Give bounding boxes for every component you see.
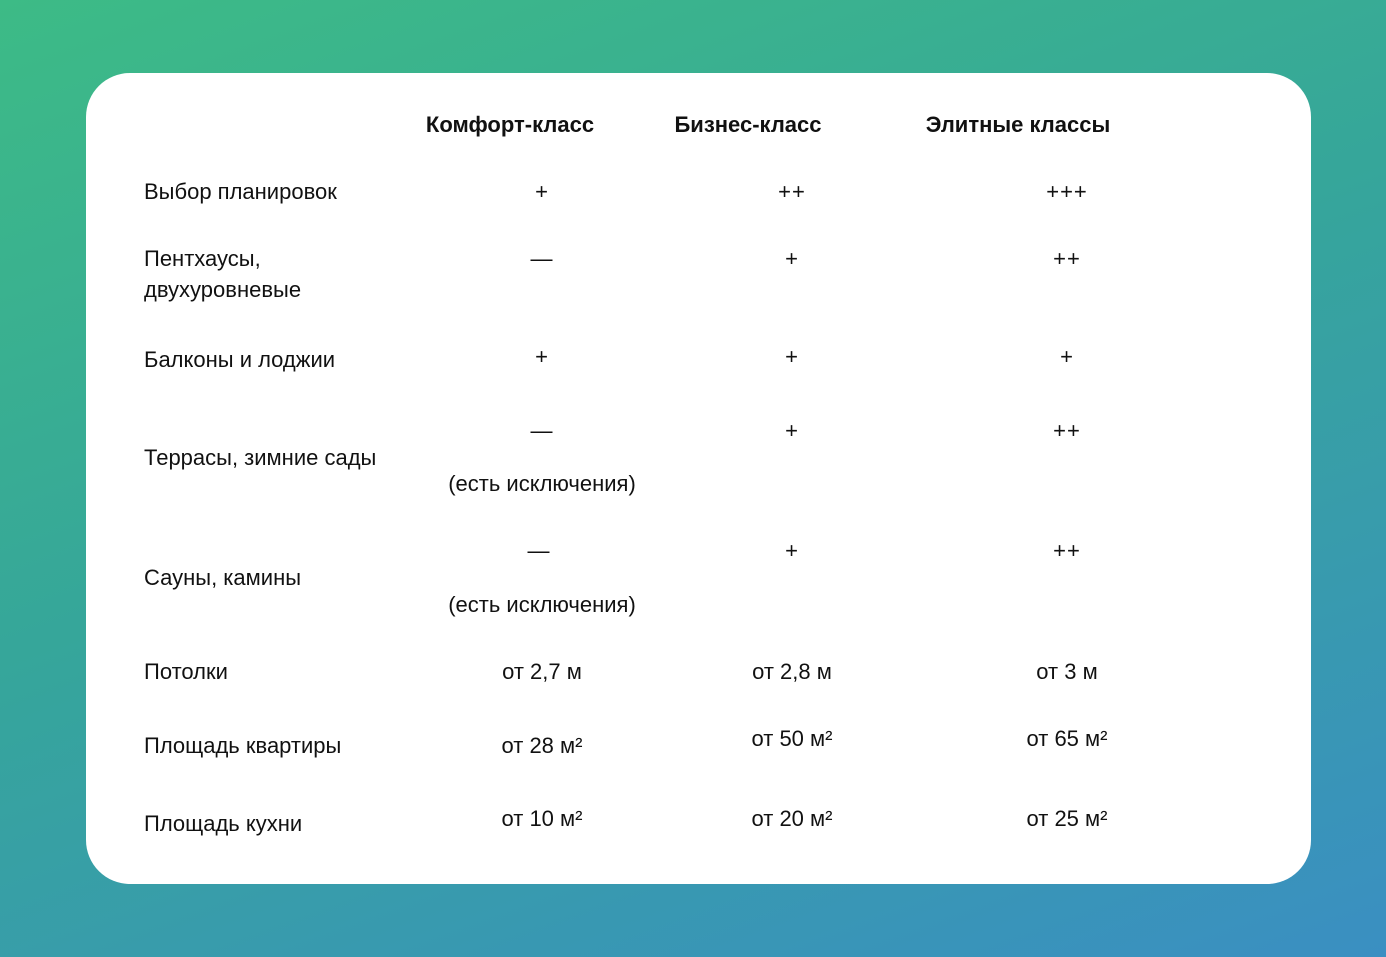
row-kitchen-area-comfort: от 10 м² [501,806,583,831]
row-layouts-comfort: + [535,179,549,204]
row-label-penthouses-line2: двухуровневые [144,277,302,302]
row-apartment-area-business: от 50 м² [751,726,833,751]
row-ceilings-business: от 2,8 м [752,659,832,684]
row-balconies-business: + [785,344,799,369]
row-label-ceilings: Потолки [144,659,228,684]
row-apartment-area-comfort: от 28 м² [501,733,583,758]
header-elite: Элитные классы [925,112,1111,137]
row-label-penthouses-line1: Пентхаусы, [144,246,261,271]
row-penthouses-comfort: — [530,246,554,271]
row-label-kitchen-area: Площадь кухни [144,811,303,836]
row-balconies-elite: + [1060,344,1074,369]
row-kitchen-area-elite: от 25 м² [1026,806,1108,831]
header-comfort: Комфорт-класс [425,112,595,137]
row-label-saunas: Сауны, камины [144,565,302,590]
row-ceilings-comfort: от 2,7 м [502,659,582,684]
row-saunas-elite: ++ [1053,538,1081,563]
row-label-balconies: Балконы и лоджии [144,347,336,372]
row-layouts-elite: +++ [1046,179,1088,204]
row-label-apartment-area: Площадь квартиры [144,733,342,758]
comparison-card [86,73,1311,884]
row-terraces-comfort: — [530,418,554,443]
row-label-terraces: Террасы, зимние сады [144,445,377,470]
row-label-layouts: Выбор планировок [144,179,337,204]
row-apartment-area-elite: от 65 м² [1026,726,1108,751]
row-saunas-business: + [785,538,799,563]
row-saunas-comfort: — [527,538,551,563]
row-layouts-business: ++ [778,179,806,204]
row-ceilings-elite: от 3 м [1036,659,1098,684]
row-kitchen-area-business: от 20 м² [751,806,833,831]
row-saunas-comfort-note: (есть исключения) [448,592,636,617]
row-terraces-business: + [785,418,799,443]
row-balconies-comfort: + [535,344,549,369]
row-penthouses-elite: ++ [1053,246,1081,271]
row-penthouses-business: + [785,246,799,271]
row-terraces-comfort-note: (есть исключения) [448,471,636,496]
row-terraces-elite: ++ [1053,418,1081,443]
header-business: Бизнес-класс [674,112,822,137]
